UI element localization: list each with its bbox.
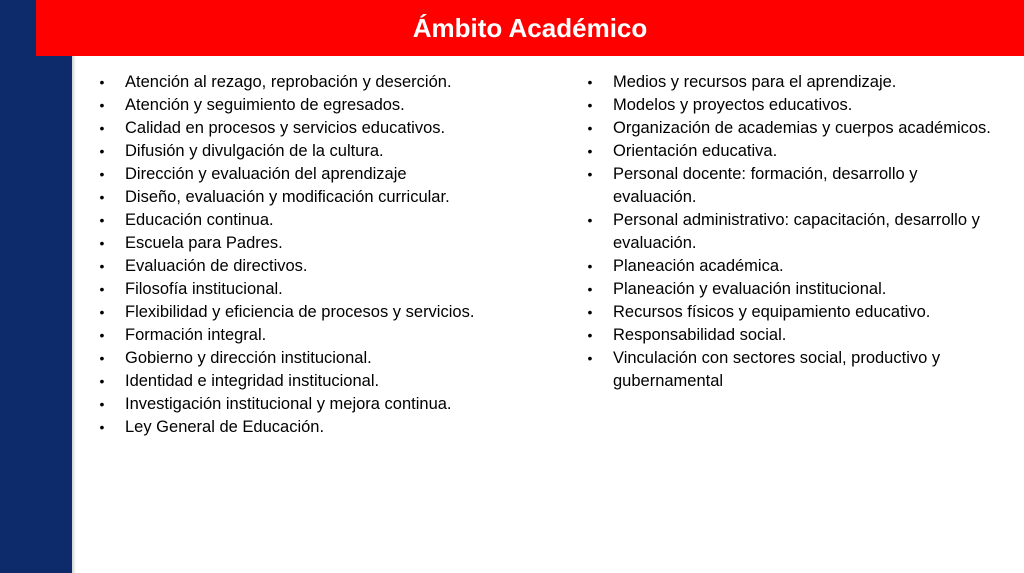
list-item-text: Vinculación con sectores social, productivo y gubernamental: [613, 349, 941, 390]
bullet-icon: •: [99, 97, 105, 113]
list-item-text: Diseño, evaluación y modificación curricular.: [125, 188, 450, 206]
bullet-icon: •: [587, 74, 593, 90]
list-item: [584, 163, 1004, 209]
bullet-icon: •: [99, 143, 105, 159]
bullet-icon: •: [99, 396, 105, 412]
list-item: [96, 163, 536, 186]
list-item: [96, 255, 536, 278]
list-item-text: Personal docente: formación, desarrollo y evaluación.: [613, 165, 918, 206]
list-item: [96, 209, 536, 232]
list-item-text: Evaluación de directivos.: [125, 257, 308, 275]
bullet-icon: •: [99, 235, 105, 251]
sidebar-shadow: [72, 0, 76, 573]
left-sidebar-bar: [0, 0, 72, 573]
list-item: [96, 94, 536, 117]
header-banner: [36, 0, 1024, 56]
list-item-text: Orientación educativa.: [613, 142, 778, 160]
bullet-icon: •: [99, 189, 105, 205]
list-item: [96, 140, 536, 163]
list-item: [96, 393, 536, 416]
list-item-text: Planeación académica.: [613, 257, 784, 275]
list-item: [96, 347, 536, 370]
bullet-icon: •: [587, 258, 593, 274]
list-item: [96, 324, 536, 347]
list-item: [584, 324, 1004, 347]
list-item-text: Planeación y evaluación institucional.: [613, 280, 887, 298]
bullet-icon: •: [587, 120, 593, 136]
bullet-icon: •: [587, 212, 593, 228]
bullet-icon: •: [99, 212, 105, 228]
page-title: Ámbito Académico: [412, 12, 648, 43]
bullet-icon: •: [587, 304, 593, 320]
list-item-text: Recursos físicos y equipamiento educativo.: [613, 303, 931, 321]
bullet-icon: •: [99, 327, 105, 343]
list-item: [96, 232, 536, 255]
list-item-text: Filosofía institucional.: [125, 280, 283, 298]
list-item-text: Medios y recursos para el aprendizaje.: [613, 73, 897, 91]
list-item-text: Identidad e integridad institucional.: [125, 372, 380, 390]
list-item: [584, 140, 1004, 163]
list-item: [584, 94, 1004, 117]
list-item-text: Calidad en procesos y servicios educativos.: [125, 119, 446, 137]
list-item-text: Flexibilidad y eficiencia de procesos y servicios.: [125, 303, 475, 321]
bullet-icon: •: [99, 166, 105, 182]
right-bullet-list: [584, 71, 1004, 393]
bullet-icon: •: [99, 304, 105, 320]
list-item: [96, 416, 536, 439]
bullet-icon: •: [587, 327, 593, 343]
list-item: [584, 71, 1004, 94]
list-item-text: Gobierno y dirección institucional.: [125, 349, 372, 367]
list-item-text: Personal administrativo: capacitación, desarrollo y evaluación.: [613, 211, 980, 252]
bullet-icon: •: [587, 281, 593, 297]
bullet-icon: •: [587, 97, 593, 113]
bullet-icon: •: [99, 258, 105, 274]
bullet-icon: •: [99, 419, 105, 435]
list-item: [96, 186, 536, 209]
list-item: [584, 117, 1004, 140]
list-item: [584, 255, 1004, 278]
list-item-text: Organización de academias y cuerpos académicos.: [613, 119, 991, 137]
bullet-icon: •: [99, 350, 105, 366]
list-item: [96, 71, 536, 94]
list-item-text: Educación continua.: [125, 211, 274, 229]
list-item-text: Modelos y proyectos educativos.: [613, 96, 853, 114]
list-item-text: Ley General de Educación.: [125, 418, 325, 436]
list-item: [96, 370, 536, 393]
list-item: [584, 347, 1004, 393]
list-item-text: Atención y seguimiento de egresados.: [125, 96, 405, 114]
list-item: [96, 278, 536, 301]
list-item-text: Atención al rezago, reprobación y deserción.: [125, 73, 452, 91]
list-item-text: Formación integral.: [125, 326, 267, 344]
bullet-icon: •: [587, 350, 593, 366]
left-bullet-list: [96, 71, 536, 439]
list-item: [96, 301, 536, 324]
bullet-icon: •: [587, 143, 593, 159]
list-item: [584, 209, 1004, 255]
list-item-text: Responsabilidad social.: [613, 326, 787, 344]
list-item: [96, 117, 536, 140]
bullet-icon: •: [587, 166, 593, 182]
bullet-icon: •: [99, 373, 105, 389]
list-item: [584, 301, 1004, 324]
bullet-icon: •: [99, 74, 105, 90]
list-item-text: Difusión y divulgación de la cultura.: [125, 142, 384, 160]
list-item-text: Dirección y evaluación del aprendizaje: [125, 165, 407, 183]
list-item: [584, 278, 1004, 301]
list-item-text: Investigación institucional y mejora continua.: [125, 395, 452, 413]
list-item-text: Escuela para Padres.: [125, 234, 283, 252]
bullet-icon: •: [99, 281, 105, 297]
bullet-icon: •: [99, 120, 105, 136]
